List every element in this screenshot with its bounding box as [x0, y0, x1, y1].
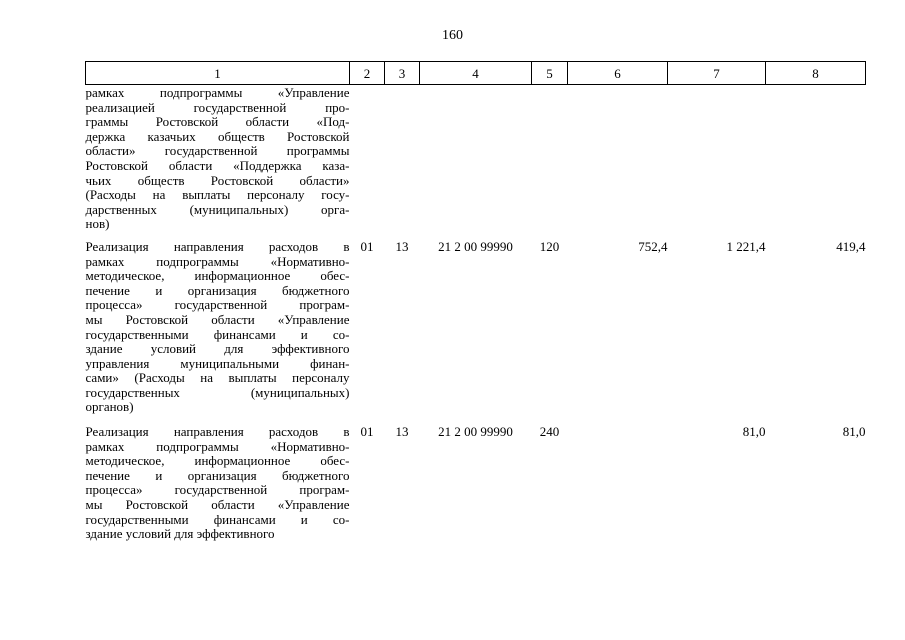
- amount-col-8: 419,4: [836, 238, 866, 254]
- subsection-code: 13: [395, 238, 409, 254]
- description-line: государственными финансами и со-: [85, 326, 350, 342]
- header-col-8: 8: [766, 62, 866, 85]
- subsection-code: [385, 85, 420, 240]
- description-line: области» государственной программы: [85, 143, 350, 159]
- amount-col-6: [568, 425, 668, 552]
- expense-type-code: 240: [539, 424, 560, 440]
- description-line: здание условий для эффективного: [85, 526, 275, 542]
- header-col-2: 2: [350, 62, 385, 85]
- row-description: [86, 425, 350, 552]
- description-line: здание условий для эффективного: [85, 341, 350, 357]
- budget-table: [85, 61, 866, 552]
- row-description: [86, 240, 350, 425]
- description-line: Реализация направления расходов в: [85, 424, 350, 440]
- description-line: (Расходы на выплаты персоналу госу-: [85, 187, 350, 203]
- description-line: мы Ростовской области «Управление: [85, 311, 350, 327]
- table-row: [86, 85, 866, 240]
- amount-col-8: 81,0: [842, 424, 866, 440]
- table-row: [86, 240, 866, 425]
- section-code: 01: [360, 424, 374, 440]
- target-article-code: [420, 85, 532, 240]
- header-col-3: 3: [385, 62, 420, 85]
- subsection-code: 13: [395, 424, 409, 440]
- amount-col-6: [568, 85, 668, 240]
- expense-type-code: 120: [539, 238, 560, 254]
- description-line: нов): [85, 216, 110, 232]
- description-line: Реализация направления расходов в: [85, 238, 350, 254]
- header-col-4: 4: [420, 62, 532, 85]
- description-line: процесса» государственной програм-: [85, 482, 350, 498]
- header-col-7: 7: [668, 62, 766, 85]
- header-row: [86, 62, 866, 85]
- amount-col-8: [766, 85, 866, 240]
- description-line: печение и организация бюджетного: [85, 282, 350, 298]
- description-line: методическое, информационное обес-: [85, 268, 350, 284]
- description-line: мы Ростовской области «Управление: [85, 497, 350, 513]
- description-line: Ростовской области «Поддержка каза-: [85, 157, 350, 173]
- description-line: рамках подпрограммы «Нормативно-: [85, 253, 350, 269]
- description-line: реализацией государственной про-: [85, 99, 350, 115]
- description-line: государственными финансами и со-: [85, 511, 350, 527]
- description-line: рамках подпрограммы «Нормативно-: [85, 438, 350, 454]
- description-line: органов): [85, 399, 134, 415]
- header-col-5: 5: [532, 62, 568, 85]
- description-line: дарственных (муниципальных) орга-: [85, 201, 350, 217]
- amount-col-7: 81,0: [742, 424, 766, 440]
- description-line: печение и организация бюджетного: [85, 467, 350, 483]
- section-code: [350, 85, 385, 240]
- expense-type-code: [532, 85, 568, 240]
- description-line: управления муниципальными финан-: [85, 355, 350, 371]
- description-line: чьих обществ Ростовской области»: [85, 172, 350, 188]
- amount-col-6: 752,4: [638, 238, 668, 254]
- description-line: методическое, информационное обес-: [85, 453, 350, 469]
- section-code: 01: [360, 238, 374, 254]
- description-line: граммы Ростовской области «Под-: [85, 114, 350, 130]
- row-description: [86, 85, 350, 240]
- amount-col-7: 1 221,4: [726, 238, 766, 254]
- description-line: сами» (Расходы на выплаты персоналу: [85, 370, 350, 386]
- target-article-code: 21 2 00 99990: [438, 238, 513, 254]
- description-line: процесса» государственной програм-: [85, 297, 350, 313]
- target-article-code: 21 2 00 99990: [438, 424, 513, 440]
- amount-col-7: [668, 85, 766, 240]
- description-line: держка казачьих обществ Ростовской: [85, 128, 350, 144]
- header-col-6: 6: [568, 62, 668, 85]
- description-line: государственных (муниципальных): [85, 384, 350, 400]
- description-line: рамках подпрограммы «Управление: [85, 85, 350, 100]
- page-number: 160: [442, 28, 463, 43]
- table-row: [86, 425, 866, 552]
- header-col-1: 1: [86, 62, 350, 85]
